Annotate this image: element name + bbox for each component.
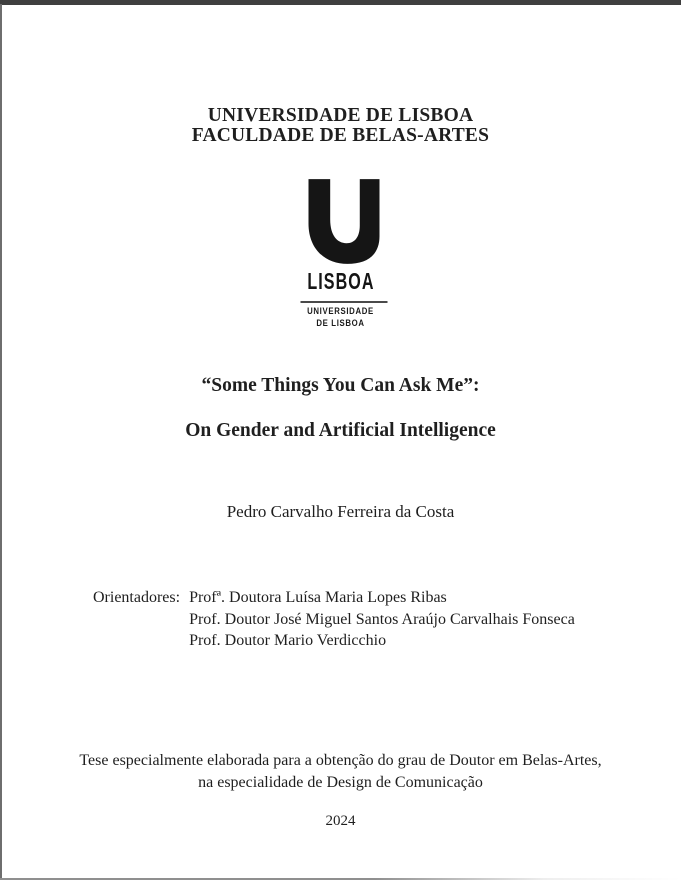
logo-subtitle (0, 306, 681, 329)
institution-header (0, 106, 681, 146)
logo-subtitle-line1: UNIVERSIDADE (307, 306, 374, 317)
advisors-list (189, 587, 575, 652)
logo-divider (300, 301, 387, 303)
logo-wordmark-text: LISBOA (306, 268, 375, 294)
thesis-subtitle: On Gender and Artificial Intelligence (185, 420, 496, 441)
degree-statement-line1: Tese especialmente elaborada para a obtenção do grau de Doutor em Belas-Artes, (79, 752, 602, 769)
faculty-name: FACULDADE DE BELAS-ARTES (191, 125, 490, 146)
advisors-section (0, 587, 681, 652)
logo-wordmark (0, 269, 681, 294)
thesis-title (0, 374, 681, 443)
advisors-label: Orientadores: (93, 589, 181, 606)
degree-statement (0, 750, 681, 794)
publication-year: 2024 (325, 813, 356, 829)
advisor-name: Prof. Doutor Mario Verdicchio (189, 632, 387, 649)
advisor-name: Profª. Doutora Luísa Maria Lopes Ribas (189, 589, 447, 606)
ulisboa-u-icon (308, 179, 379, 264)
advisor-name: Prof. Doutor José Miguel Santos Araújo Carvalhais Fonseca (189, 610, 575, 628)
degree-statement-line2: na especialidade de Design de Comunicação (198, 774, 483, 791)
thesis-title-line1: “Some Things You Can Ask Me”: (201, 375, 480, 396)
author-name: Pedro Carvalho Ferreira da Costa (226, 502, 455, 521)
logo-subtitle-line2: DE LISBOA (316, 317, 365, 329)
page-top-border (0, 0, 681, 5)
university-name: UNIVERSIDADE DE LISBOA (207, 105, 474, 126)
